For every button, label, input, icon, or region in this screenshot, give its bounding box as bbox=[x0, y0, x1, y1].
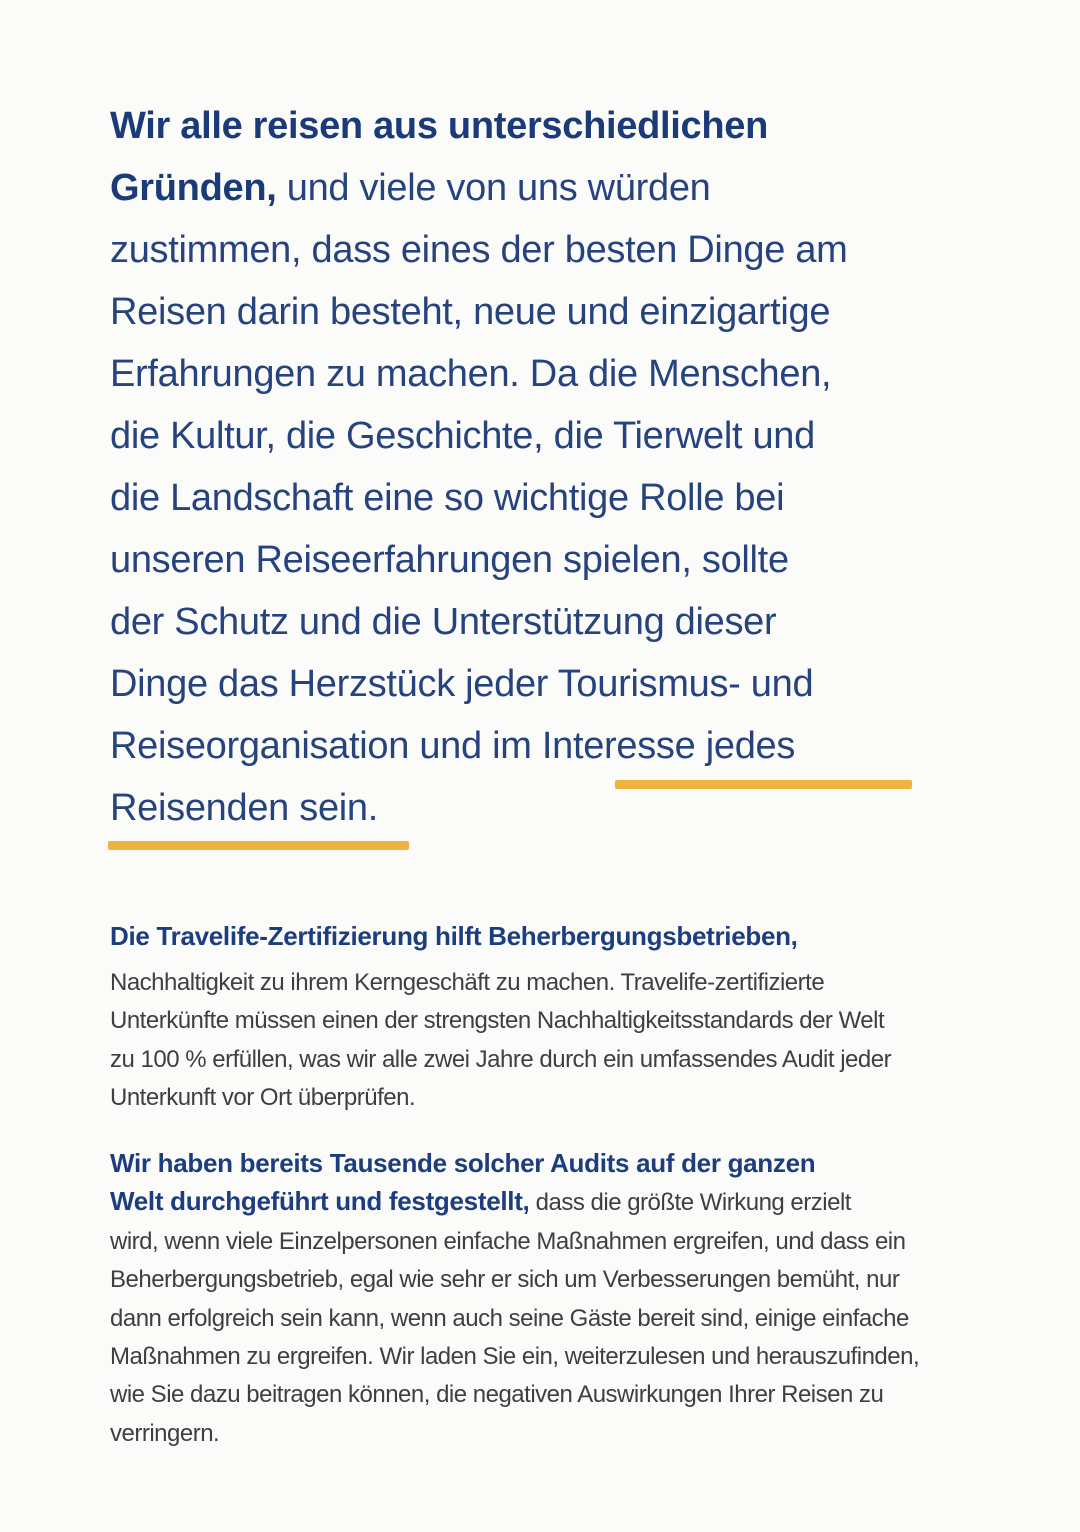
hero-text: Reisenden sein. bbox=[110, 787, 379, 829]
hero-line bbox=[110, 405, 848, 467]
hero-text: unseren Reiseerfahrungen spielen, sollte bbox=[110, 539, 789, 581]
body-line: zu 100 % erfüllen, was wir alle zwei Jahre durch ein umfassendes Audit jeder bbox=[110, 1045, 892, 1073]
hero-line bbox=[110, 343, 848, 405]
hero-text: Dinge das Herzstück jeder Tourismus- und bbox=[110, 663, 814, 705]
section-audits-heading-line2 bbox=[110, 1182, 990, 1222]
section-certification-body bbox=[110, 964, 990, 1118]
section-certification bbox=[110, 916, 990, 1118]
section-audits-heading-line2-bold: Welt durchgeführt und festgestellt, bbox=[110, 1186, 530, 1217]
hero-line bbox=[110, 219, 848, 281]
hero-text: und viele von uns würden bbox=[276, 167, 711, 209]
amber-underline-reisenden-sein bbox=[108, 841, 409, 850]
section-audits bbox=[110, 1144, 990, 1453]
section-audits-heading-line1: Wir haben bereits Tausende solcher Audits auf der ganzen bbox=[110, 1148, 816, 1178]
body-line: Maßnahmen zu ergreifen. Wir laden Sie ein, weiterzulesen und herauszufinden, bbox=[110, 1343, 920, 1371]
body-line: wird, wenn viele Einzelpersonen einfache Maßnahmen ergreifen, und dass ein bbox=[110, 1227, 906, 1255]
hero-paragraph bbox=[110, 95, 848, 839]
hero-text: die Landschaft eine so wichtige Rolle bei bbox=[110, 477, 785, 519]
hero-line bbox=[110, 715, 848, 777]
hero-text: die Kultur, die Geschichte, die Tierwelt und bbox=[110, 415, 815, 457]
section-audits-body bbox=[110, 1223, 990, 1453]
body-line: wie Sie dazu beitragen können, die negativen Auswirkungen Ihrer Reisen zu bbox=[110, 1381, 884, 1409]
hero-text-bold: Gründen, bbox=[110, 167, 277, 209]
hero-line bbox=[110, 95, 848, 157]
body-line: Unterkunft vor Ort überprüfen. bbox=[110, 1084, 416, 1112]
body-line: Unterkünfte müssen einen der strengsten Nachhaltigkeitsstandards der Welt bbox=[110, 1007, 885, 1035]
hero-text: der Schutz und die Unterstützung dieser bbox=[110, 601, 777, 643]
body-line: dann erfolgreich sein kann, wenn auch seine Gäste bereit sind, einige einfache bbox=[110, 1304, 909, 1332]
hero-line bbox=[110, 591, 848, 653]
amber-underline-interesse-jedes bbox=[615, 780, 912, 789]
section-audits-heading-line2-rest: dass die größte Wirkung erzielt bbox=[529, 1189, 851, 1217]
hero-line bbox=[110, 157, 848, 219]
hero-text: Erfahrungen zu machen. Da die Menschen, bbox=[110, 353, 832, 395]
hero-line bbox=[110, 281, 848, 343]
hero-text: Reiseorganisation und im Interesse jedes bbox=[110, 725, 796, 767]
hero-text: zustimmen, dass eines der besten Dinge am bbox=[110, 229, 848, 271]
hero-line bbox=[110, 529, 848, 591]
hero-line bbox=[110, 653, 848, 715]
hero-text-bold: Wir alle reisen aus unterschiedlichen bbox=[110, 105, 769, 147]
hero-text: Reisen darin besteht, neue und einzigartige bbox=[110, 291, 831, 333]
body-line: Nachhaltigkeit zu ihrem Kerngeschäft zu machen. Travelife-zertifizierte bbox=[110, 969, 825, 996]
section-certification-heading: Die Travelife-Zertifizierung hilft Beherbergungsbetrieben, bbox=[110, 921, 798, 951]
body-line: verringern. bbox=[110, 1419, 220, 1447]
body-line: Beherbergungsbetrieb, egal wie sehr er sich um Verbesserungen bemüht, nur bbox=[110, 1266, 900, 1294]
hero-line bbox=[110, 467, 848, 529]
